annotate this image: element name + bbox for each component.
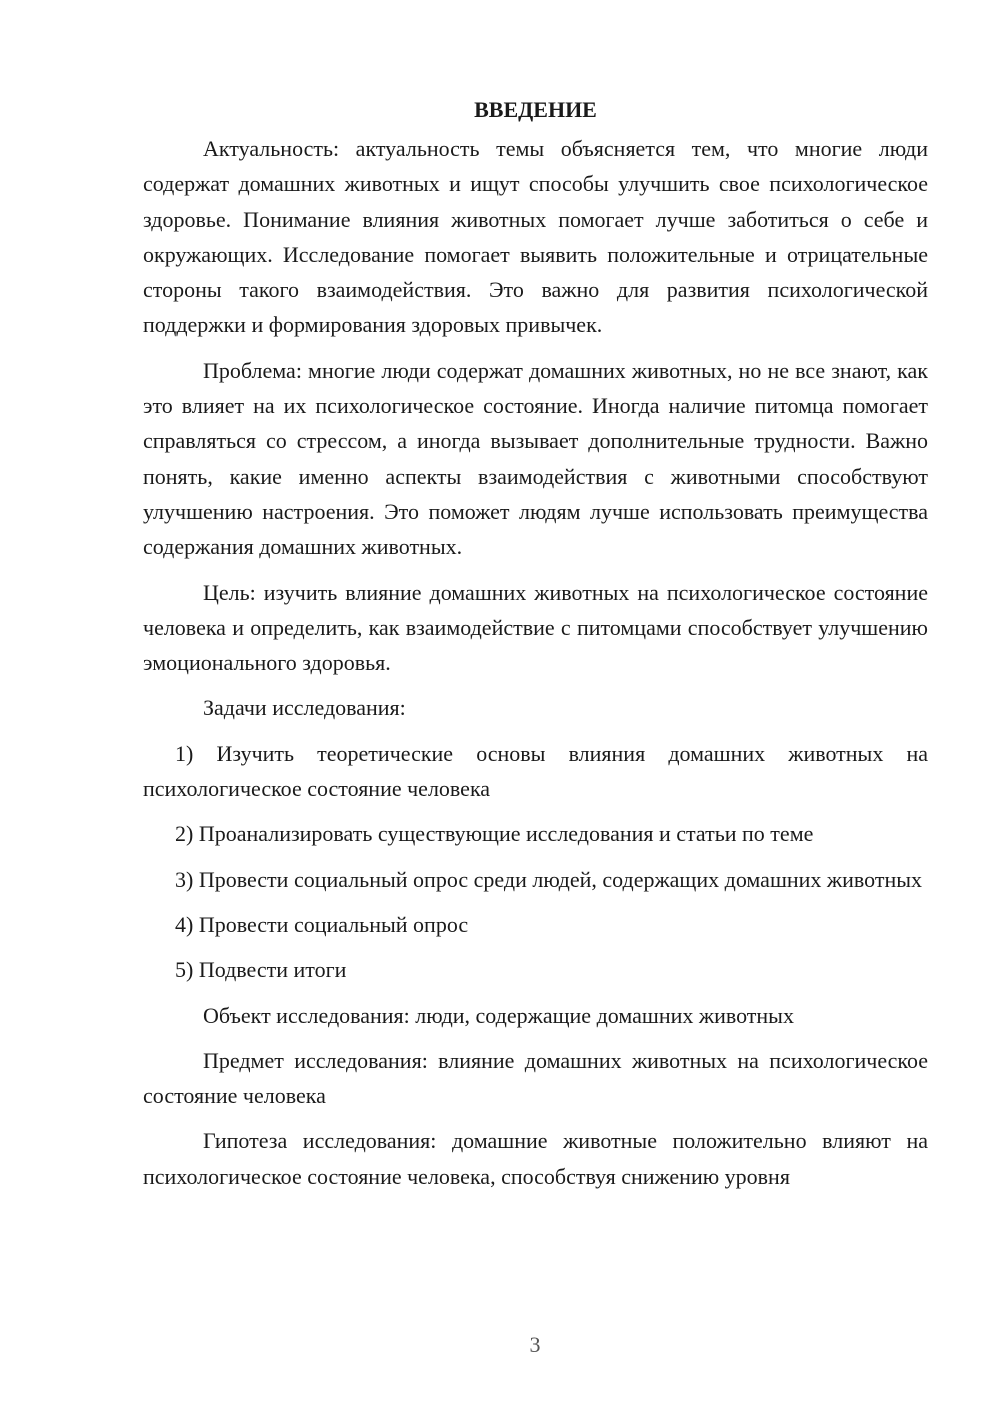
object-paragraph: Объект исследования: люди, содержащие домашних животных: [203, 1002, 794, 1028]
task-item-2: 2) Проанализировать существующие исследования и статьи по теме: [175, 821, 814, 847]
task-item-1: 1) Изучить теоретические основы влияния домашних животных на психологическое состояние человека: [143, 740, 928, 802]
task-item-3: 3) Провести социальный опрос среди людей, содержащих домашних животных: [175, 866, 923, 892]
task-item-4: 4) Провести социальный опрос: [175, 911, 469, 937]
relevance-paragraph: Актуальность: актуальность темы объясняется тем, что многие люди содержат домашних животных и ищут способы улучшить свое психологическое здоровье. Понимание влияния животных помогает лучше заботиться о себе и окружающих. Исследование помогает выявить положительные и отрицательные стороны такого взаимодействия. Это важно для развития психологической поддержки и формирования здоровых привычек.: [143, 136, 928, 338]
tasks-heading: Задачи исследования:: [203, 695, 406, 721]
subject-paragraph: Предмет исследования: влияние домашних животных на психологическое состояние человека: [143, 1047, 928, 1109]
problem-paragraph: Проблема: многие люди содержат домашних животных, но не все знают, как это влияет на их психологическое состояние. Иногда наличие питомца помогает справляться со стрессом, а иногда вызывает дополнительные трудности. Важно понять, какие именно аспекты взаимодействия с животными способствуют улучшению настроения. Это поможет людям лучше использовать преимущества содержания домашних животных.: [143, 357, 928, 560]
task-item-5: 5) Подвести итоги: [175, 957, 347, 983]
section-title: ВВЕДЕНИЕ: [474, 97, 597, 122]
goal-paragraph: Цель: изучить влияние домашних животных на психологическое состояние человека и определить, как взаимодействие с питомцами способствует улучшению эмоционального здоровья.: [143, 579, 928, 676]
page-content: [143, 92, 928, 1204]
page-number: 3: [529, 1332, 541, 1357]
hypothesis-paragraph: Гипотеза исследования: домашние животные положительно влияют на психологическое состояние человека, способствуя снижению уровня: [143, 1128, 928, 1189]
